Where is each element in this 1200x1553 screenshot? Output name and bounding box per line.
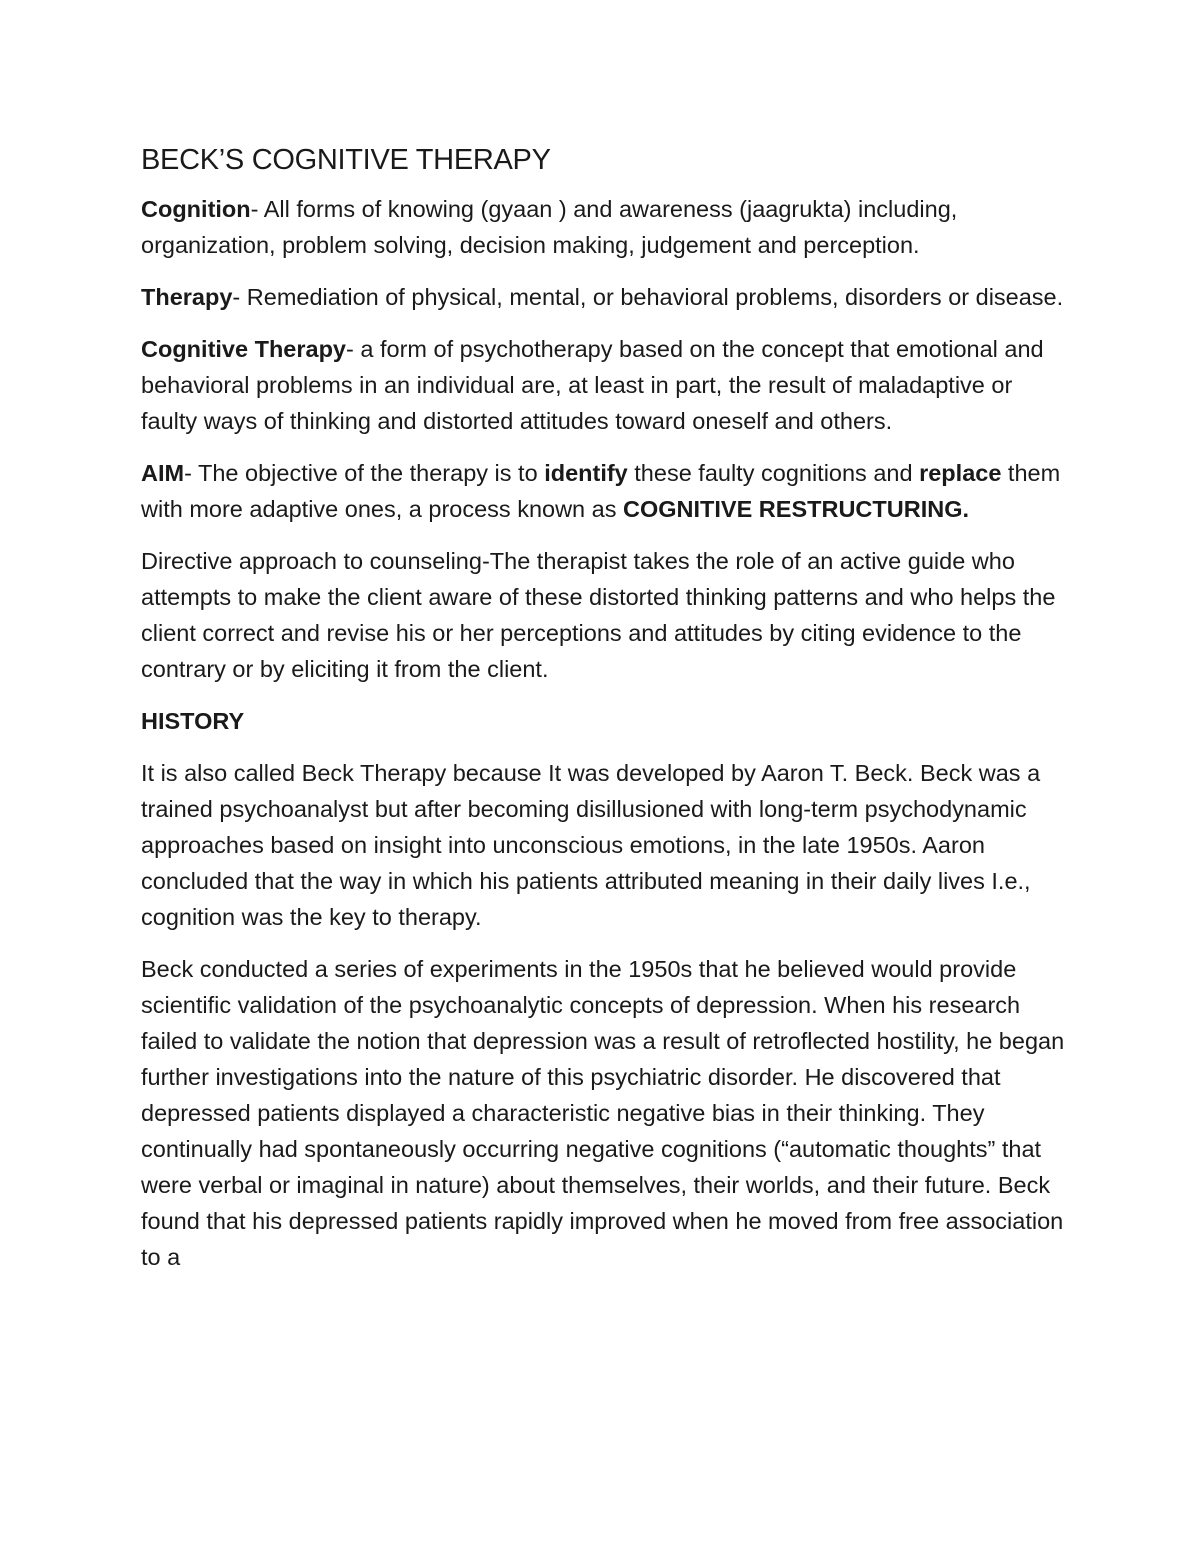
document-body bbox=[141, 140, 1066, 1291]
aim-bold-restructuring: COGNITIVE RESTRUCTURING. bbox=[623, 496, 969, 522]
term-therapy: Therapy bbox=[141, 284, 233, 310]
term-cognition: Cognition bbox=[141, 196, 251, 222]
aim-bold-identify: identify bbox=[544, 460, 628, 486]
aim-text-2: these faulty cognitions and bbox=[627, 460, 920, 486]
definition-cognition bbox=[141, 191, 1066, 263]
definition-therapy-text: - Remediation of physical, mental, or behavioral problems, disorders or disease. bbox=[232, 284, 1064, 310]
page-title: BECK’S COGNITIVE THERAPY bbox=[141, 144, 551, 176]
directive-paragraph: Directive approach to counseling-The therapist takes the role of an active guide who attempts to make the client aware of these distorted thinking patterns and who helps the client correct and revise his or her perceptions and attitudes by citing evidence to the contrary or by eliciting it from the client. bbox=[141, 548, 1056, 682]
history-paragraph-1: It is also called Beck Therapy because It was developed by Aaron T. Beck. Beck was a trained psychoanalyst but after becoming disillusioned with long-term psychodynamic approaches based on insight into unconscious emotions, in the late 1950s. Aaron concluded that the way in which his patients attributed meaning in their daily lives I.e., cognition was the key to therapy. bbox=[141, 760, 1041, 930]
aim-text-1: - The objective of the therapy is to bbox=[184, 460, 545, 486]
history-heading: HISTORY bbox=[141, 708, 245, 734]
definition-cognition-text: - All forms of knowing (gyaan ) and awareness (jaagrukta) including, organization, problem solving, decision making, judgement and perception. bbox=[141, 196, 958, 258]
aim-text-3: them with more adaptive ones, a process known as bbox=[141, 460, 1061, 522]
term-cognitive-therapy: Cognitive Therapy bbox=[141, 336, 347, 362]
definition-cognitive-therapy bbox=[141, 331, 1066, 439]
term-aim: AIM bbox=[141, 460, 185, 486]
history-paragraph-2: Beck conducted a series of experiments in the 1950s that he believed would provide scientific validation of the psychoanalytic concepts of depression. When his research failed to validate the notion that depression was a result of retroflected hostility, he began further investigations into the nature of this psychiatric disorder. He discovered that depressed patients displayed a characteristic negative bias in their thinking. They continually had spontaneously occurring negative cognitions (“automatic thoughts” that were verbal or imaginal in nature) about themselves, their worlds, and their future. Beck found that his depressed patients rapidly improved when he moved from free association to a bbox=[141, 956, 1065, 1270]
definition-cognitive-therapy-text: - a form of psychotherapy based on the concept that emotional and behavioral problems in an individual are, at least in part, the result of maladaptive or faulty ways of thinking and distorted attitudes toward oneself and others. bbox=[141, 336, 1044, 434]
aim-paragraph bbox=[141, 455, 1066, 527]
definition-therapy bbox=[141, 279, 1066, 315]
aim-bold-replace: replace bbox=[919, 460, 1002, 486]
